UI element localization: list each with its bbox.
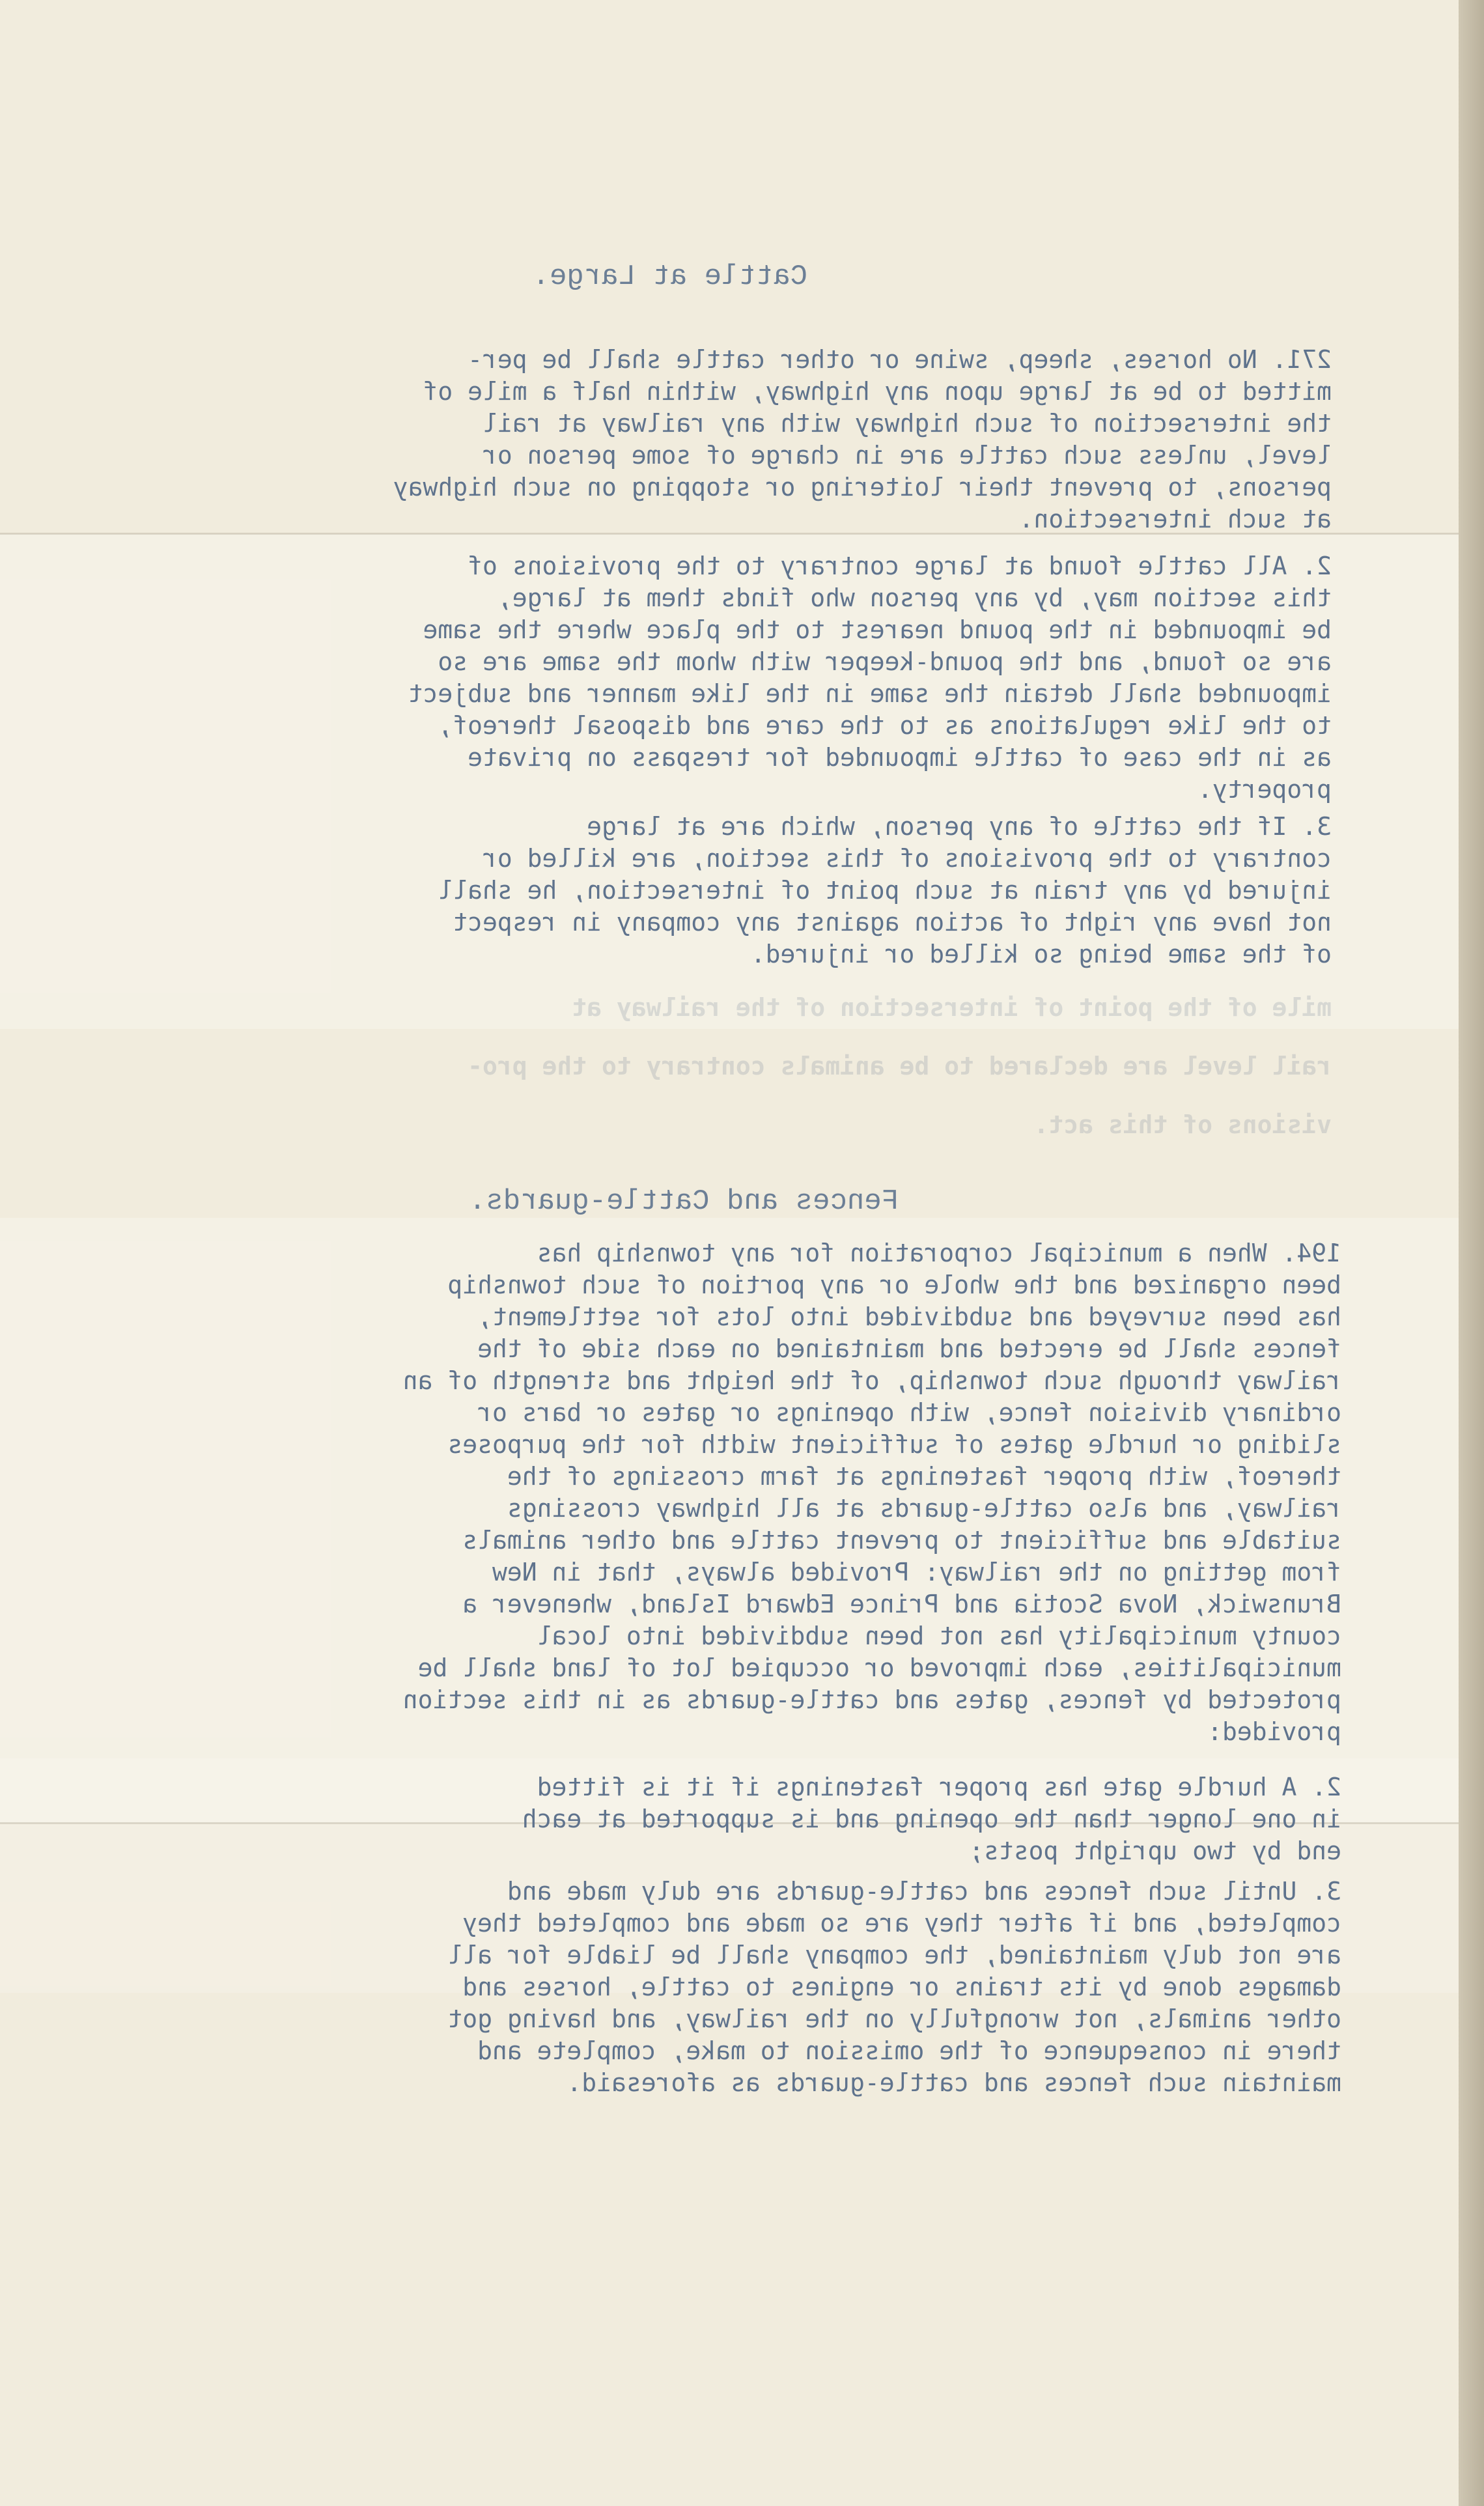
bleed-through-line: mile of the point of intersection of the railway at (572, 993, 1332, 1022)
bleed-through-line: visions of this act. (1033, 1110, 1332, 1139)
paragraph-271-2: 2. All cattle found at large contrary to the provisions of this section may, by any person who finds them at large, be impounded in the pound nearest to the place where the same are so found, and the pound-keeper with whom the same are so impounded shall detain the same in the like manner and subject to the like regulations as to the care and disposal thereof, as in the case of cattle impounded for trespass on private property. (408, 552, 1332, 804)
paragraph-194: 194. When a municipal corporation for any township has been organized and the whole or any portion of such township has been surveyed and subdivided into lots for settlement, fences shall be erected and maintained on each side of the railway through such township, of the height and strength of an ordinary division fence, with openings or gates or bars or sliding or hurdle gates of sufficient width for the purposes thereof, with proper fastenings at farm crossings of the railway, and also cattle-guards at all highway crossings suitable and sufficient to prevent cattle and other animals from getting on the railway: Provided always, that in New Brunswick, Nova Scotia and Prince Edward Island, whenever a county municipality has not been subdivided into local municipalities, each improved or occupied lot of land shall be protected by fences, gates and cattle-guards as in this section provided: (402, 1239, 1341, 1746)
bleed-through-line: rail level are declared to be animals contrary to the pro- (468, 1052, 1332, 1080)
section-title-cattle-at-large: Cattle at Large. (532, 260, 807, 293)
paragraph-194-2: 2. A hurdle gate has proper fastenings if it is fitted in one longer than the opening and is supported at each end by two upright posts; (522, 1773, 1341, 1865)
page-edge (1459, 0, 1484, 2506)
section-title-fences-and-cattle-guards: Fences and Cattle-guards. (468, 1185, 899, 1218)
paragraph-194-3: 3. Until such fences and cattle-guards are duly made and completed, and if after they are so made and completed they are not duly maintained, the company shall be liable for all damages done by its trains or engines to cattle, horses and other animals, not wrongfully on the railway, and having got there in consequence of the omission to make, complete and maintain such fences and cattle-guards as aforesaid. (447, 1877, 1341, 2097)
paragraph-271-3: 3. If the cattle of any person, which are at large contrary to the provisions of this section, are killed or injured by any train at such point of intersection, he shall not have any right of action against any company in respect of the same being so killed or injured. (438, 812, 1332, 968)
paragraph-271: 271. No horses, sheep, swine or other cattle shall be per- mitted to be at large upon any highway, within half a mile of the intersection of such highway with any railway at rail level, unless such cattle are in charge of some person or persons, to prevent their loitering or stopping on such highway at such intersection. (393, 345, 1332, 533)
